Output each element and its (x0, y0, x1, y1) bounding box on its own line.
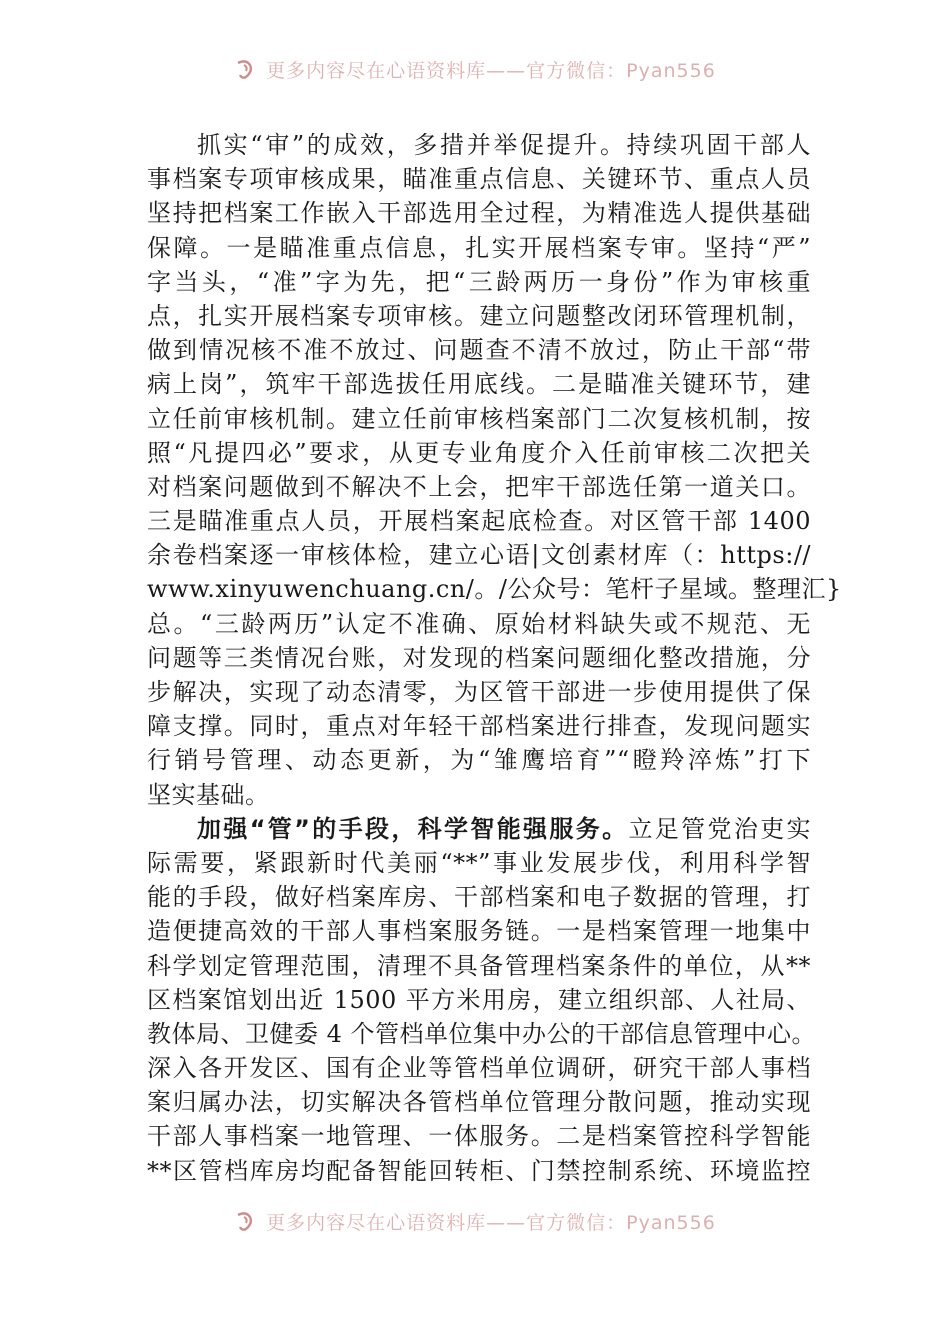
watermark-footer (0, 1206, 950, 1236)
paragraph1-line: 问题等三类情况台账，对发现的档案问题细化整改措施，分 (147, 643, 811, 672)
paragraph2-line: 干部人事档案一地管理、一体服务。二是档案管控科学智能 (147, 1122, 811, 1151)
paragraph1-line: 事档案专项审核成果，瞄准重点信息、关键环节、重点人员 (147, 165, 811, 194)
paragraph1-line: 障支撑。同时，重点对年轻干部档案进行排查，发现问题实 (147, 712, 811, 741)
paragraph1-line: 总。“三龄两历”认定不准确、原始材料缺失或不规范、无 (147, 609, 811, 638)
paragraph1-line: 做到情况核不准不放过、问题查不清不放过，防止干部“带 (147, 336, 811, 365)
paragraph-1 (147, 128, 842, 812)
paragraph-2-lead: 加强“管”的手段，科学智能强服务。 (197, 814, 629, 843)
document-body (147, 128, 842, 1188)
paragraph2-line: 能的手段，做好档案库房、干部档案和电子数据的管理，打 (147, 883, 811, 912)
paragraph-2-first-line (147, 812, 811, 846)
paragraph1-line: 照“凡提四必”要求，从更专业角度介入任前审核二次把关 (147, 438, 811, 467)
paragraph1-line: 三是瞄准重点人员，开展档案起底检查。对区管干部 1400 (147, 507, 811, 536)
paragraph1-line: 坚实基础。 (147, 780, 270, 809)
paragraph2-line: 深入各开发区、国有企业等管档单位调研，研究干部人事档 (147, 1054, 811, 1083)
paragraph2-line: 际需要，紧跟新时代美丽“**”事业发展步伐，利用科学智 (147, 848, 811, 877)
paragraph2-line: 造便捷高效的干部人事档案服务链。一是档案管理一地集中 (147, 917, 811, 946)
paragraph-2-first-rest: 立足管党治吏实 (628, 814, 812, 843)
paragraph2-line: 案归属办法，切实解决各管档单位管理分散问题，推动实现 (147, 1088, 811, 1117)
paragraph1-line: www.xinyuwenchuang.cn/。/公众号：笔杆子星域。整理汇} (147, 575, 842, 604)
paragraph2-line: **区管档库房均配备智能回转柜、门禁控制系统、环境监控 (147, 1156, 811, 1185)
paragraph2-line: 科学划定管理范围，清理不具备管理档案条件的单位，从** (147, 951, 811, 980)
paragraph1-line: 坚持把档案工作嵌入干部选用全过程，为精准选人提供基础 (147, 199, 811, 228)
paragraph1-line: 立任前审核机制。建立任前审核档案部门二次复核机制，按 (147, 404, 811, 433)
paragraph2-line: 区档案馆划出近 1500 平方米用房，建立组织部、人社局、 (147, 985, 811, 1014)
paragraph1-line: 点，扎实开展档案专项审核。建立问题整改闭环管理机制， (147, 301, 811, 330)
paragraph1-line: 对档案问题做到不解决不上会，把牢干部选任第一道关口。 (147, 472, 811, 501)
paragraph2-line: 教体局、卫健委 4 个管档单位集中办公的干部信息管理中心。 (147, 1019, 817, 1048)
paragraph1-line: 保障。一是瞄准重点信息，扎实开展档案专审。坚持“严” (147, 233, 811, 262)
paragraph1-line: 病上岗”，筑牢干部选拔任用底线。二是瞄准关键环节，建 (147, 370, 811, 399)
brand-logo-icon (234, 1209, 258, 1233)
paragraph1-line: 抓实“审”的成效，多措并举促提升。持续巩固干部人 (197, 131, 811, 159)
paragraph1-line: 字当头，“准”字为先，把“三龄两历一身份”作为审核重 (147, 267, 811, 296)
watermark-header (0, 54, 950, 84)
paragraph1-line: 行销号管理、动态更新，为“雏鹰培育”“瞪羚淬炼”打下 (147, 746, 811, 775)
watermark-text: 更多内容尽在心语资料库——官方微信：Pyan556 (266, 59, 716, 82)
paragraph-2 (147, 812, 817, 1188)
watermark-text: 更多内容尽在心语资料库——官方微信：Pyan556 (266, 1211, 716, 1234)
paragraph1-line: 余卷档案逐一审核体检，建立心语|文创素材库（：https:// (147, 541, 811, 570)
paragraph1-line: 步解决，实现了动态清零，为区管干部进一步使用提供了保 (147, 678, 811, 706)
brand-logo-icon (234, 57, 258, 81)
